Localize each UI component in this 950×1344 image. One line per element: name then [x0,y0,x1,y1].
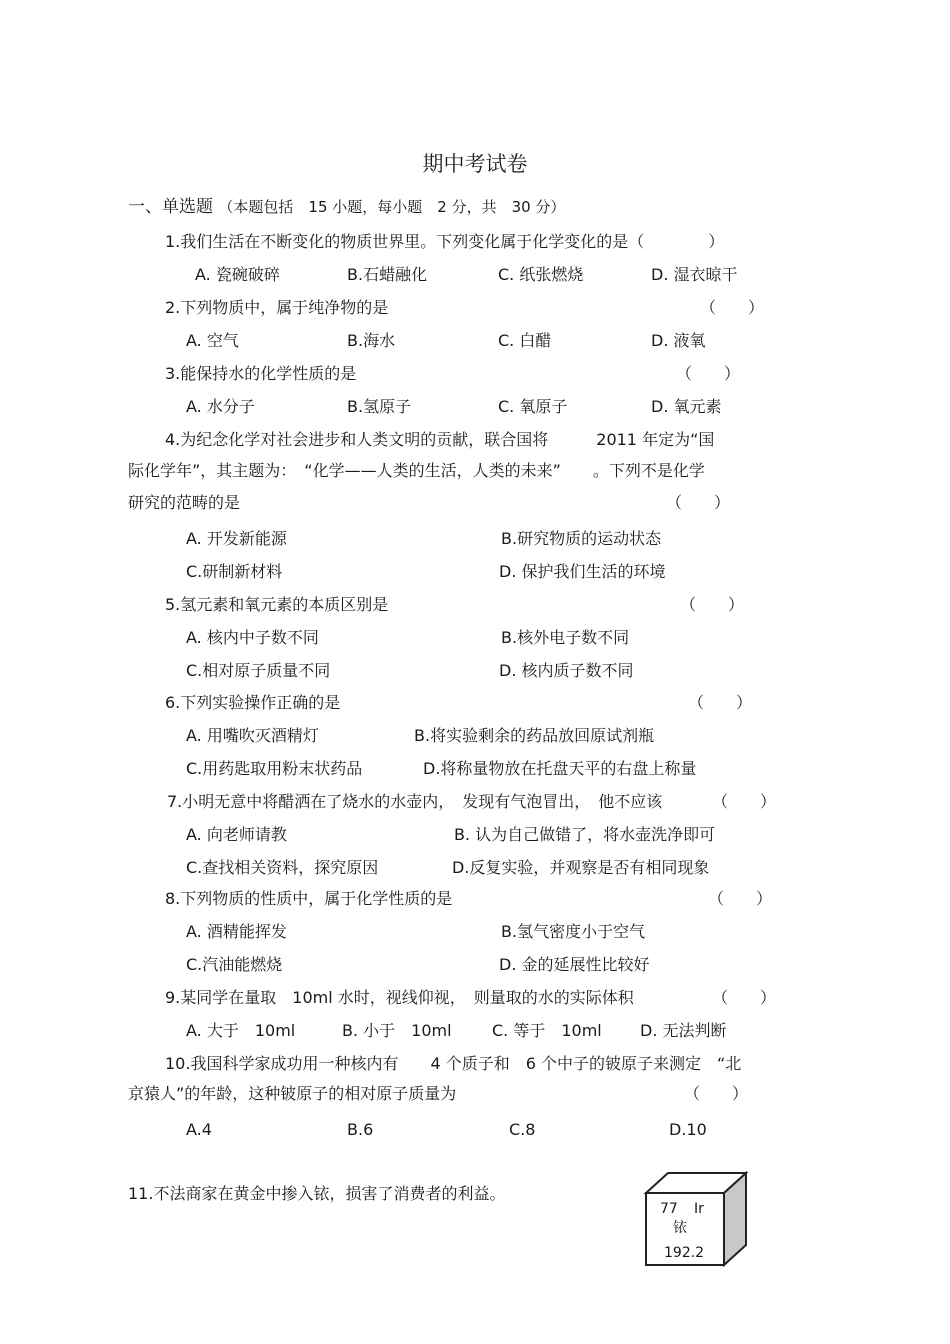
question-9-option-c: C. 等于 10ml [492,1021,602,1040]
question-10-stem-line-1: 10.我国科学家成功用一种核内有 4 个质子和 6 个中子的铍原子来测定 “北 [165,1054,742,1073]
question-7-answer-paren: （ ） [712,792,777,811]
question-10-answer-paren: （ ） [684,1084,749,1103]
question-7-option-d: D.反复实验，并观察是否有相同现象 [452,858,710,877]
section-heading [128,197,565,217]
element-atomic-mass: 192.2 [664,1245,705,1261]
question-6-option-d: D.将称量物放在托盘天平的右盘上称量 [423,759,697,778]
question-6-option-a: A. 用嘴吹灭酒精灯 [186,726,319,745]
question-9-stem: 9.某同学在量取 10ml 水时，视线仰视， 则量取的水的实际体积 [165,988,634,1007]
question-4-stem-line-3: 研究的范畴的是 [128,493,241,512]
question-6-option-c: C.用药匙取用粉末状药品 [186,759,363,778]
question-8-option-d: D. 金的延展性比较好 [499,955,650,974]
section-title: 一、单选题 [128,197,213,217]
question-9-option-d: D. 无法判断 [640,1021,727,1040]
question-5-option-b: B.核外电子数不同 [501,628,630,647]
question-4-option-a: A. 开发新能源 [186,529,287,548]
question-11-stem: 11.不法商家在黄金中掺入铱，损害了消费者的利益。 [128,1184,506,1203]
question-5-option-d: D. 核内质子数不同 [499,661,634,680]
element-atomic-number: 77 [660,1201,678,1217]
question-3-stem: 3.能保持水的化学性质的是 [165,364,357,383]
question-2-option-b: B.海水 [347,331,396,350]
question-8-option-c: C.汽油能燃烧 [186,955,283,974]
question-10-option-a: A.4 [186,1120,212,1139]
question-3-option-d: D. 氧元素 [651,397,722,416]
question-6-stem: 6.下列实验操作正确的是 [165,693,341,712]
question-6-option-b: B.将实验剩余的药品放回原试剂瓶 [414,726,655,745]
question-3-option-a: A. 水分子 [186,397,255,416]
question-1-option-d: D. 湿衣晾干 [651,265,738,284]
section-note: （本题包括 15 小题，每小题 2 分，共 30 分） [218,198,566,216]
question-4-option-b: B.研究物质的运动状态 [501,529,662,548]
question-8-stem: 8.下列物质的性质中，属于化学性质的是 [165,889,453,908]
question-7-stem: 7.小明无意中将醋洒在了烧水的水壶内， 发现有气泡冒出， 他不应该 [167,792,663,811]
page-title: 期中考试卷 [422,152,528,176]
question-7-option-b: B. 认为自己做错了，将水壶洗净即可 [454,825,716,844]
question-8-option-a: A. 酒精能挥发 [186,922,287,941]
question-1-option-c: C. 纸张燃烧 [498,265,584,284]
question-7-option-c: C.查找相关资料，探究原因 [186,858,379,877]
question-4-stem-line-1: 4.为纪念化学对社会进步和人类文明的贡献，联合国将 2011 年定为“国 [165,430,715,449]
question-3-option-c: C. 氧原子 [498,397,568,416]
question-1-option-b: B.石蜡融化 [347,265,428,284]
question-4-stem-line-2: 际化学年”，其主题为： “化学——人类的生活，人类的未来” 。下列不是化学 [128,461,705,480]
question-10-option-b: B.6 [347,1120,374,1139]
question-3-answer-paren: （ ） [676,364,741,383]
question-9-option-a: A. 大于 10ml [186,1021,296,1040]
question-2-option-a: A. 空气 [186,331,239,350]
question-6-answer-paren: （ ） [688,693,753,712]
question-2-stem: 2.下列物质中，属于纯净物的是 [165,298,389,317]
question-5-stem: 5.氢元素和氧元素的本质区别是 [165,595,389,614]
question-9-option-b: B. 小于 10ml [342,1021,452,1040]
question-10-option-d: D.10 [669,1120,707,1139]
question-2-option-d: D. 液氧 [651,331,706,350]
question-8-answer-paren: （ ） [708,889,773,908]
question-1-option-a: A. 瓷碗破碎 [195,265,280,284]
question-2-answer-paren: （ ） [700,298,765,317]
element-symbol: Ir [694,1201,704,1217]
question-9-answer-paren: （ ） [712,988,777,1007]
question-5-answer-paren: （ ） [680,595,745,614]
question-4-answer-paren: （ ） [666,493,731,512]
question-10-option-c: C.8 [509,1120,536,1139]
question-5-option-a: A. 核内中子数不同 [186,628,319,647]
question-8-option-b: B.氢气密度小于空气 [501,922,646,941]
question-4-option-d: D. 保护我们生活的环境 [499,562,666,581]
question-10-stem-line-2: 京猿人”的年龄，这种铍原子的相对原子质量为 [128,1084,457,1103]
question-2-option-c: C. 白醋 [498,331,552,350]
question-3-option-b: B.氢原子 [347,397,412,416]
question-7-option-a: A. 向老师请教 [186,825,287,844]
element-name: 铱 [673,1220,687,1236]
question-5-option-c: C.相对原子质量不同 [186,661,331,680]
question-1-stem: 1.我们生活在不断变化的物质世界里。下列变化属于化学变化的是（ ） [165,232,725,251]
question-4-option-c: C.研制新材料 [186,562,283,581]
